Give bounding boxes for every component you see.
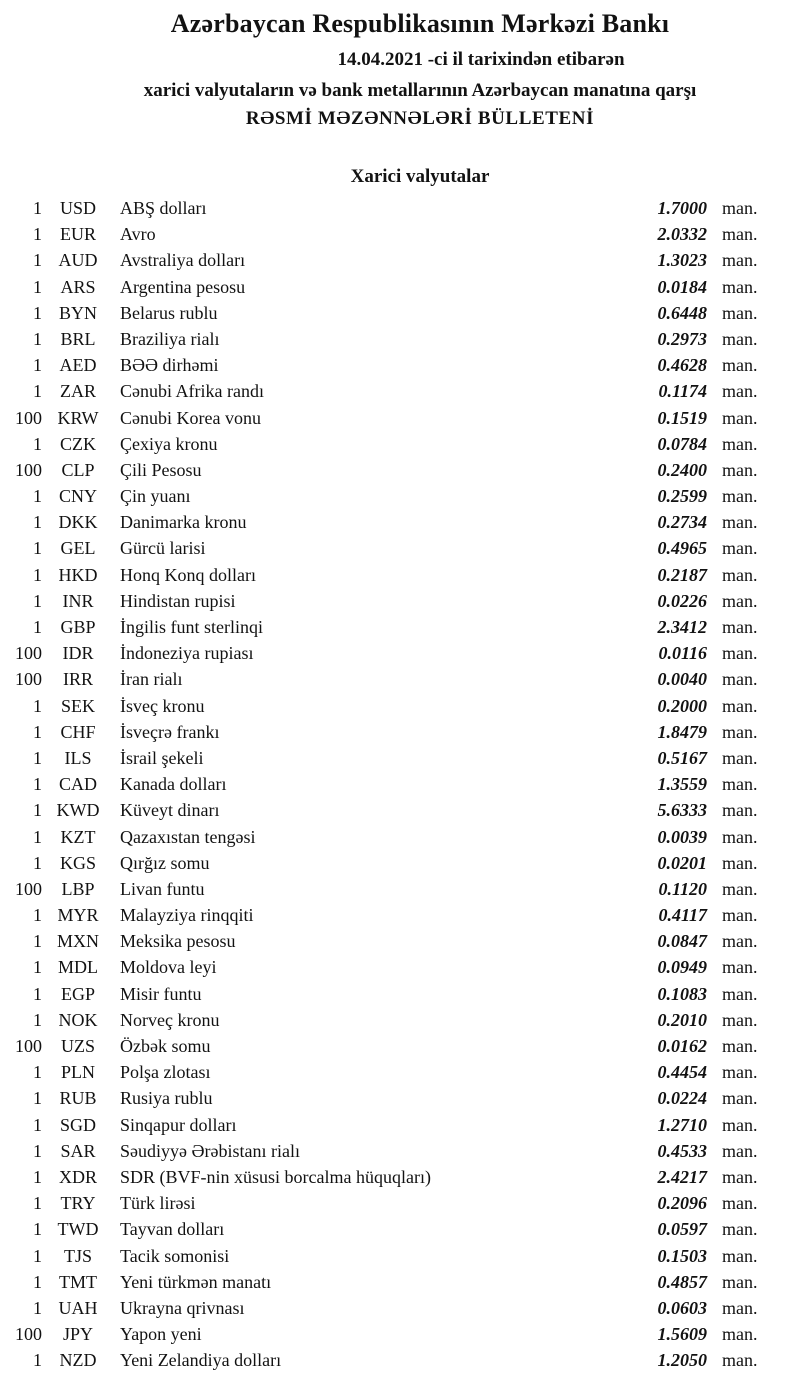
currency-code: SEK	[60, 695, 95, 716]
unit-label: man.	[722, 1271, 758, 1292]
currency-quantity: 100	[15, 878, 42, 899]
unit-label: man.	[722, 721, 758, 742]
table-row	[8, 274, 778, 300]
unit-label: man.	[722, 800, 758, 821]
currency-quantity: 1	[33, 1350, 42, 1371]
table-row	[8, 771, 778, 797]
section-title-foreign-currencies: Xarici valyutalar	[350, 166, 490, 187]
document-header	[0, 8, 800, 131]
table-row	[8, 195, 778, 221]
currency-quantity: 100	[15, 407, 42, 428]
currency-code: TWD	[57, 1219, 99, 1240]
bank-name-title: Azərbaycan Respublikasının Mərkəzi Bankı	[170, 9, 670, 38]
unit-label: man.	[722, 695, 758, 716]
unit-label: man.	[722, 1297, 758, 1318]
unit-label: man.	[722, 1324, 758, 1345]
rate-value: 2.4217	[657, 1166, 707, 1187]
currency-quantity: 1	[33, 1062, 42, 1083]
unit-label: man.	[722, 957, 758, 978]
table-row	[8, 954, 778, 980]
currency-code: TMT	[59, 1271, 97, 1292]
currency-quantity: 1	[33, 1297, 42, 1318]
currency-quantity: 1	[33, 905, 42, 926]
currency-quantity: 1	[33, 276, 42, 297]
unit-label: man.	[722, 1219, 758, 1240]
currency-quantity: 100	[15, 643, 42, 664]
currency-name: Braziliya rialı	[120, 328, 220, 349]
currency-code: BRL	[60, 328, 96, 349]
currency-code: ILS	[64, 747, 92, 768]
currency-name: Malayziya rinqqiti	[120, 905, 254, 926]
currency-name: Ukrayna qrivnası	[120, 1297, 245, 1318]
currency-code: CLP	[61, 459, 95, 480]
unit-label: man.	[722, 931, 758, 952]
currency-quantity: 100	[15, 459, 42, 480]
currency-code: AED	[59, 355, 97, 376]
currency-name: Tayvan dolları	[120, 1219, 225, 1240]
currency-name: İngilis funt sterlinqi	[120, 617, 263, 637]
currency-name: İsrail şekeli	[120, 747, 204, 768]
currency-name: Hindistan rupisi	[120, 590, 236, 611]
currency-quantity: 1	[33, 826, 42, 847]
currency-code: SGD	[59, 1114, 96, 1135]
currency-name: Meksika pesosu	[120, 931, 236, 952]
table-row	[8, 850, 778, 876]
currency-code: AUD	[58, 250, 98, 271]
currency-code: KWD	[56, 800, 100, 821]
currency-quantity: 1	[33, 695, 42, 716]
currency-quantity: 1	[33, 486, 42, 507]
unit-label: man.	[722, 1166, 758, 1187]
unit-label: man.	[722, 407, 758, 428]
currency-code: HKD	[58, 564, 98, 585]
rate-value: 0.4454	[657, 1062, 707, 1083]
table-row	[8, 1216, 778, 1242]
unit-label: man.	[722, 1062, 758, 1083]
rate-value: 2.0332	[657, 224, 707, 245]
currency-name: İsveçrə frankı	[120, 721, 220, 742]
currency-quantity: 1	[33, 983, 42, 1004]
currency-quantity: 100	[15, 1324, 42, 1345]
currency-quantity: 1	[33, 564, 42, 585]
currency-name: Gürcü larisi	[120, 538, 206, 559]
unit-label: man.	[722, 1009, 758, 1030]
rate-value: 0.0184	[657, 276, 707, 297]
currency-quantity: 1	[33, 957, 42, 978]
currency-quantity: 1	[33, 590, 42, 611]
unit-label: man.	[722, 224, 758, 245]
unit-label: man.	[722, 538, 758, 559]
currency-name: Çin yuanı	[120, 486, 191, 507]
unit-label: man.	[722, 198, 758, 218]
rate-value: 0.0949	[657, 957, 707, 978]
currency-quantity: 100	[15, 1036, 42, 1056]
rates-table	[0, 195, 800, 1373]
currency-name: İndoneziya rupiası	[120, 643, 254, 664]
rate-value: 1.7000	[657, 198, 707, 218]
unit-label: man.	[722, 983, 758, 1004]
currency-code: ZAR	[60, 381, 96, 402]
currency-name: BƏƏ dirhəmi	[120, 355, 219, 376]
currency-code: KRW	[57, 407, 99, 428]
currency-name: Kanada dolları	[120, 774, 227, 795]
currency-quantity: 100	[15, 669, 42, 690]
currency-code: UZS	[60, 1036, 95, 1056]
currency-quantity: 1	[33, 721, 42, 742]
effective-date-line: 14.04.2021 -ci il tarixindən etibarən	[337, 49, 625, 70]
unit-label: man.	[722, 512, 758, 533]
rate-value: 0.2096	[657, 1193, 707, 1214]
unit-label: man.	[722, 486, 758, 507]
unit-label: man.	[722, 878, 758, 899]
rate-value: 0.4628	[657, 355, 707, 376]
rate-value: 0.0226	[657, 590, 707, 611]
currency-code: IDR	[62, 643, 94, 664]
unit-label: man.	[722, 826, 758, 847]
unit-label: man.	[722, 1036, 758, 1056]
currency-quantity: 1	[33, 852, 42, 873]
currency-code: INR	[62, 590, 94, 611]
currency-code: BYN	[58, 302, 97, 323]
currency-code: KGS	[59, 852, 96, 873]
table-row	[8, 1269, 778, 1295]
currency-name: ABŞ dolları	[120, 198, 207, 218]
unit-label: man.	[722, 852, 758, 873]
currency-code: NZD	[59, 1350, 97, 1371]
currency-code: IRR	[62, 669, 93, 690]
table-row	[8, 483, 778, 509]
currency-quantity: 1	[33, 1271, 42, 1292]
unit-label: man.	[722, 381, 758, 402]
rate-value: 0.2010	[657, 1009, 707, 1030]
table-row	[8, 1295, 778, 1321]
table-row	[8, 876, 778, 902]
table-row	[8, 378, 778, 404]
currency-name: Argentina pesosu	[120, 276, 246, 297]
currency-name: Tacik somonisi	[120, 1245, 230, 1266]
unit-label: man.	[722, 1088, 758, 1109]
table-row	[8, 981, 778, 1007]
currency-name: Avro	[120, 224, 156, 245]
table-row	[8, 1059, 778, 1085]
currency-quantity: 1	[33, 1009, 42, 1030]
rate-value: 0.0201	[657, 852, 707, 873]
rate-value: 0.4533	[657, 1140, 707, 1161]
table-row	[8, 588, 778, 614]
rate-value: 1.3559	[657, 774, 707, 795]
rate-value: 0.5167	[657, 747, 707, 768]
table-row	[8, 719, 778, 745]
unit-label: man.	[722, 905, 758, 926]
currency-code: GEL	[60, 538, 96, 559]
table-row	[8, 247, 778, 273]
unit-label: man.	[722, 1140, 758, 1161]
rate-value: 0.0597	[657, 1219, 707, 1240]
table-row	[8, 326, 778, 352]
currency-code: MYR	[57, 905, 99, 926]
currency-name: Cənubi Afrika randı	[120, 381, 264, 402]
rate-value: 1.3023	[657, 250, 707, 271]
table-row	[8, 562, 778, 588]
currency-code: PLN	[60, 1062, 95, 1083]
currency-name: Küveyt dinarı	[120, 800, 220, 821]
currency-name: Sinqapur dolları	[120, 1114, 237, 1135]
unit-label: man.	[722, 1114, 758, 1135]
rate-value: 1.2050	[657, 1350, 707, 1371]
currency-code: CHF	[60, 721, 96, 742]
unit-label: man.	[722, 774, 758, 795]
currency-name: Özbək somu	[120, 1036, 211, 1056]
rate-value: 2.3412	[657, 617, 707, 637]
table-row	[8, 1164, 778, 1190]
currency-code: TRY	[60, 1193, 96, 1214]
currency-name: Türk lirəsi	[120, 1193, 196, 1214]
table-row	[8, 509, 778, 535]
currency-name: Danimarka kronu	[120, 512, 247, 533]
currency-code: MDL	[58, 957, 98, 978]
rate-value: 1.8479	[657, 721, 707, 742]
table-row	[8, 352, 778, 378]
unit-label: man.	[722, 1245, 758, 1266]
currency-quantity: 1	[33, 747, 42, 768]
currency-quantity: 1	[33, 381, 42, 402]
table-row	[8, 693, 778, 719]
table-row	[8, 824, 778, 850]
currency-code: EUR	[60, 224, 96, 245]
currency-name: Moldova leyi	[120, 957, 217, 978]
currency-name: Yeni Zelandiya dolları	[120, 1350, 282, 1371]
rate-value: 0.2000	[657, 695, 707, 716]
currency-quantity: 1	[33, 302, 42, 323]
currency-name: İran rialı	[120, 669, 183, 690]
currency-code: CNY	[58, 486, 97, 507]
unit-label: man.	[722, 669, 758, 690]
unit-label: man.	[722, 433, 758, 454]
table-row	[8, 666, 778, 692]
rate-value: 0.4965	[657, 538, 707, 559]
unit-label: man.	[722, 747, 758, 768]
currency-name: Polşa zlotası	[120, 1062, 211, 1083]
currency-code: CAD	[58, 774, 97, 795]
table-row	[8, 1347, 778, 1373]
currency-quantity: 1	[33, 538, 42, 559]
currency-quantity: 1	[33, 328, 42, 349]
rate-value: 0.0784	[657, 433, 707, 454]
currency-name: Yapon yeni	[120, 1324, 202, 1345]
currency-code: EGP	[60, 983, 95, 1004]
currency-name: Cənubi Korea vonu	[120, 407, 261, 428]
currency-quantity: 1	[33, 1114, 42, 1135]
table-row	[8, 535, 778, 561]
currency-quantity: 1	[33, 512, 42, 533]
currency-quantity: 1	[33, 1140, 42, 1161]
table-row	[8, 1112, 778, 1138]
rate-value: 0.1519	[657, 407, 707, 428]
rate-value: 0.0116	[658, 643, 707, 664]
rate-value: 0.0162	[657, 1036, 707, 1056]
table-row	[8, 640, 778, 666]
rate-value: 0.2400	[657, 459, 707, 480]
currency-code: ARS	[60, 276, 96, 297]
currency-code: CZK	[60, 433, 96, 454]
table-row	[8, 1243, 778, 1269]
currency-code: LBP	[61, 878, 95, 899]
unit-label: man.	[722, 1350, 758, 1371]
currency-name: İsveç kronu	[120, 695, 205, 716]
table-row	[8, 221, 778, 247]
rate-value: 0.1503	[657, 1245, 707, 1266]
table-row	[8, 405, 778, 431]
unit-label: man.	[722, 302, 758, 323]
rate-value: 0.2734	[657, 512, 707, 533]
currency-name: Avstraliya dolları	[120, 250, 246, 271]
table-row	[8, 457, 778, 483]
currency-name: Çili Pesosu	[120, 459, 202, 480]
rate-value: 0.2187	[657, 564, 707, 585]
currency-quantity: 1	[33, 774, 42, 795]
unit-label: man.	[722, 328, 758, 349]
rate-value: 0.4857	[657, 1271, 707, 1292]
currency-quantity: 1	[33, 198, 42, 218]
table-row	[8, 614, 778, 640]
currency-name: Çexiya kronu	[120, 433, 218, 454]
unit-label: man.	[722, 1193, 758, 1214]
unit-label: man.	[722, 459, 758, 480]
table-row	[8, 1321, 778, 1347]
currency-name: Honq Konq dolları	[120, 564, 256, 585]
rate-value: 0.6448	[657, 302, 707, 323]
currency-code: GBP	[60, 617, 96, 637]
currency-quantity: 1	[33, 800, 42, 821]
rate-value: 0.0040	[657, 669, 707, 690]
unit-label: man.	[722, 643, 758, 664]
rate-value: 0.0039	[657, 826, 707, 847]
table-row	[8, 431, 778, 457]
rate-value: 0.0603	[657, 1297, 707, 1318]
currency-code: NOK	[58, 1009, 98, 1030]
rate-value: 0.1083	[657, 983, 707, 1004]
currency-code: SAR	[60, 1140, 96, 1161]
rate-value: 0.0847	[657, 931, 707, 952]
rate-value: 5.6333	[657, 800, 707, 821]
currency-code: MXN	[56, 931, 99, 952]
table-row	[8, 1085, 778, 1111]
currency-code: KZT	[60, 826, 96, 847]
currency-quantity: 1	[33, 617, 42, 637]
rate-value: 0.1120	[658, 878, 707, 899]
table-row	[8, 902, 778, 928]
currency-quantity: 1	[33, 1193, 42, 1214]
rate-value: 0.4117	[658, 905, 707, 926]
currency-name: Qırğız somu	[120, 852, 210, 873]
currency-quantity: 1	[33, 355, 42, 376]
unit-label: man.	[722, 355, 758, 376]
currency-name: Livan funtu	[120, 878, 205, 899]
currency-quantity: 1	[33, 1245, 42, 1266]
currency-name: Rusiya rublu	[120, 1088, 213, 1109]
currency-code: DKK	[58, 512, 98, 533]
currency-code: TJS	[63, 1245, 92, 1266]
currency-name: Qazaxıstan tengəsi	[120, 826, 256, 847]
table-row	[8, 1033, 778, 1059]
unit-label: man.	[722, 564, 758, 585]
table-row	[8, 797, 778, 823]
unit-label: man.	[722, 276, 758, 297]
table-row	[8, 1138, 778, 1164]
rate-value: 0.0224	[657, 1088, 707, 1109]
currency-quantity: 1	[33, 1219, 42, 1240]
rate-value: 0.2599	[657, 486, 707, 507]
currency-code: USD	[59, 198, 96, 218]
currency-quantity: 1	[33, 250, 42, 271]
table-row	[8, 745, 778, 771]
currency-quantity: 1	[33, 433, 42, 454]
unit-label: man.	[722, 617, 758, 637]
rate-value: 0.1174	[658, 381, 707, 402]
currency-quantity: 1	[33, 224, 42, 245]
currency-name: Səudiyyə Ərəbistanı rialı	[120, 1140, 300, 1161]
table-row	[8, 1190, 778, 1216]
currency-quantity: 1	[33, 931, 42, 952]
rate-value: 1.5609	[657, 1324, 707, 1345]
currency-name: Misir funtu	[120, 983, 202, 1004]
unit-label: man.	[722, 590, 758, 611]
scope-line: xarici valyutaların və bank metallarının Azərbaycan manatına qarşı	[143, 80, 697, 101]
rate-value: 1.2710	[657, 1114, 707, 1135]
currency-quantity: 1	[33, 1166, 42, 1187]
unit-label: man.	[722, 250, 758, 271]
currency-quantity: 1	[33, 1088, 42, 1109]
bulletin-title: RƏSMİ MƏZƏNNƏLƏRİ BÜLLETENİ	[245, 108, 595, 129]
table-row	[8, 928, 778, 954]
currency-name: Belarus rublu	[120, 302, 218, 323]
currency-code: UAH	[58, 1297, 98, 1318]
table-row	[8, 1007, 778, 1033]
currency-code: RUB	[59, 1088, 97, 1109]
currency-name: Yeni türkmən manatı	[120, 1271, 272, 1292]
table-row	[8, 300, 778, 326]
currency-code: JPY	[62, 1324, 93, 1345]
currency-name: SDR (BVF-nin xüsusi borcalma hüquqları)	[120, 1166, 431, 1187]
currency-code: XDR	[58, 1166, 97, 1187]
currency-name: Norveç kronu	[120, 1009, 220, 1030]
rate-value: 0.2973	[657, 328, 707, 349]
